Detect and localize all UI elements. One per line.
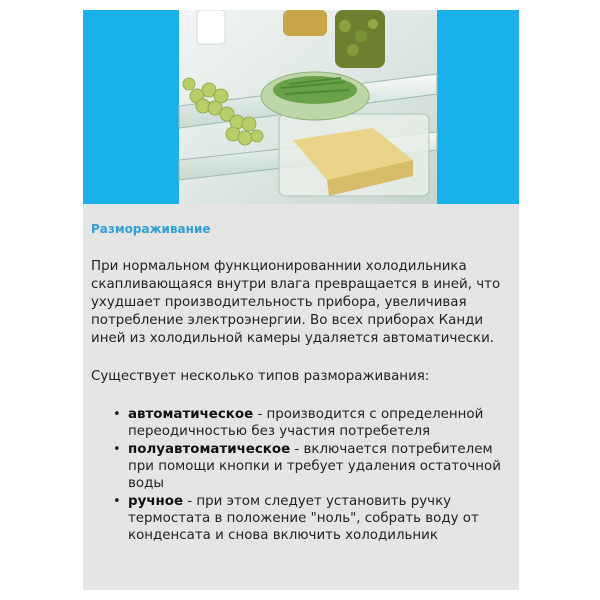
defrost-types-list — [91, 406, 519, 544]
article-card — [83, 10, 519, 590]
section-title: Размораживание — [91, 222, 211, 236]
defrost-type-description: - включается потребителем при помощи кнопки и требует удаления остаточной воды — [128, 442, 501, 491]
list-item — [113, 493, 519, 544]
list-item — [113, 441, 519, 492]
defrost-type-term: ручное — [128, 494, 184, 509]
refrigerator-shelves-photo-icon — [83, 10, 519, 204]
refrigerator-image — [83, 10, 519, 204]
article-content — [91, 222, 519, 545]
list-item — [113, 406, 519, 440]
types-intro-paragraph: Существует несколько типов размораживания: — [91, 369, 430, 384]
defrost-type-term: автоматическое — [128, 407, 254, 422]
intro-paragraph: При нормальном функционированнии холодильника скапливающаяся внутри влага превращается в иней, что ухудшает производительность прибора, увеличивая потребление электроэнергии. Во всех приборах Канди иней из холодильной камеры удаляется автоматически. — [91, 259, 501, 346]
bullet-icon: • — [113, 494, 121, 509]
defrost-type-term: полуавтоматическое — [128, 442, 291, 457]
defrost-type-description: - при этом следует установить ручку термостата в положение "ноль", собрать воду от конденсата и снова включить холодильник — [128, 494, 479, 543]
bullet-icon: • — [113, 407, 121, 422]
bullet-icon: • — [113, 442, 121, 457]
defrost-type-description: - производится с определенной переодичностью без участия потребетеля — [128, 407, 484, 439]
